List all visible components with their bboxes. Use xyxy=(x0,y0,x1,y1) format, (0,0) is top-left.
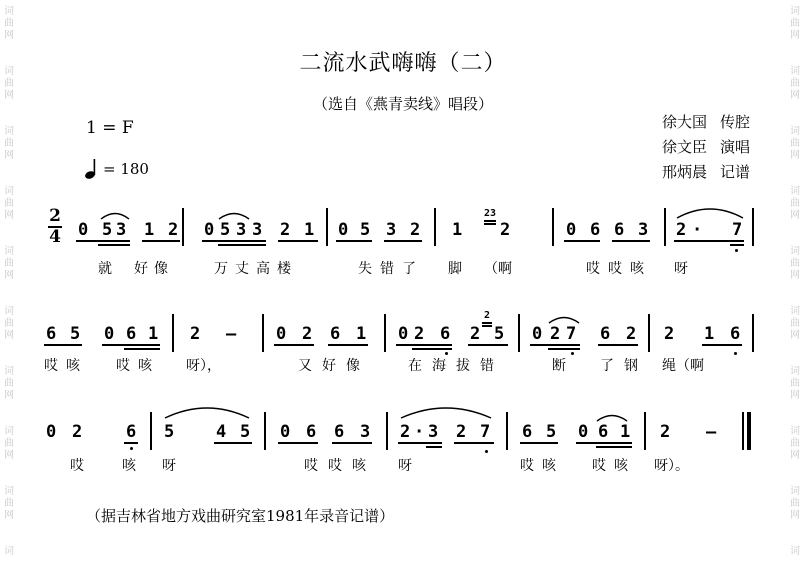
note: 2 xyxy=(664,324,675,344)
note: 0 xyxy=(204,220,215,240)
lyric: 哎咳 xyxy=(592,458,636,474)
underline xyxy=(412,348,452,350)
watermark-text: 词 曲 网 xyxy=(4,126,14,161)
note: 1 xyxy=(452,220,463,240)
underline xyxy=(484,220,496,222)
note: 6 xyxy=(440,324,451,344)
barline xyxy=(326,208,328,246)
lyric: 哎咳 xyxy=(44,358,88,374)
underline xyxy=(482,322,492,324)
underline xyxy=(202,240,266,242)
watermark-text: 词 曲 网 xyxy=(4,486,14,521)
watermark-text: 词 曲 网 xyxy=(790,246,800,281)
note: 5 xyxy=(164,422,175,442)
lyric: 脚 xyxy=(448,261,462,277)
underline xyxy=(468,344,508,346)
underline xyxy=(674,240,744,242)
underline xyxy=(102,344,160,346)
barline xyxy=(644,412,646,450)
note: 2 xyxy=(414,324,425,344)
lyric: 绳（啊 xyxy=(662,358,704,374)
slur xyxy=(218,210,250,220)
note: 6 xyxy=(614,220,625,240)
credit-role: 演唱 xyxy=(720,138,751,156)
note: 2 xyxy=(400,422,411,442)
barline xyxy=(264,412,266,450)
credits xyxy=(662,110,750,185)
note: 3 xyxy=(116,220,127,240)
barline xyxy=(182,208,184,246)
underline xyxy=(384,240,422,242)
lyric: 哎 xyxy=(70,458,84,474)
octave-dot-low xyxy=(571,352,574,355)
tempo-marking xyxy=(84,158,149,180)
note: 2 xyxy=(626,324,637,344)
barline xyxy=(262,314,264,352)
note-dot: · xyxy=(414,422,425,442)
lyric: 呀 xyxy=(674,261,688,277)
note: 6 xyxy=(46,324,57,344)
note: – xyxy=(226,324,237,344)
credit-line xyxy=(662,110,750,135)
note: 3 xyxy=(638,220,649,240)
note: 2 xyxy=(660,422,671,442)
underline xyxy=(98,244,130,246)
note: 6 xyxy=(126,422,137,442)
credit-name: 徐大国 xyxy=(662,113,708,131)
barline xyxy=(386,412,388,450)
note: 1 xyxy=(144,220,155,240)
underline xyxy=(612,240,650,242)
watermark-text: 词 曲 网 xyxy=(790,486,800,521)
underline xyxy=(76,240,130,242)
underline xyxy=(336,240,372,242)
note: 6 xyxy=(590,220,601,240)
underline xyxy=(278,240,318,242)
note: 5 xyxy=(240,422,251,442)
time-signature xyxy=(48,208,62,246)
underline xyxy=(218,244,266,246)
barline xyxy=(648,314,650,352)
page-subtitle: （选自《燕青卖线》唱段） xyxy=(312,95,493,113)
note: 4 xyxy=(216,422,227,442)
octave-dot-low xyxy=(734,352,737,355)
note: 5 xyxy=(220,220,231,240)
barline xyxy=(518,314,520,352)
credit-line xyxy=(662,160,750,185)
lyric: 哎哎咳 xyxy=(586,261,652,277)
underline xyxy=(702,344,742,346)
note: 0 xyxy=(578,422,589,442)
slur xyxy=(596,412,628,422)
underline xyxy=(332,442,372,444)
note: 2 xyxy=(500,220,511,240)
lyric: 哎咳 xyxy=(116,358,160,374)
underline xyxy=(484,223,496,225)
grace-note: 23 xyxy=(484,208,497,219)
watermark-text: 词 曲 网 xyxy=(4,426,14,461)
credit-line xyxy=(662,135,750,160)
watermark-text: 词 曲 网 xyxy=(4,246,14,281)
underline xyxy=(396,344,452,346)
note: 2 xyxy=(72,422,83,442)
lyric: 又好像 xyxy=(298,358,370,374)
barline xyxy=(150,412,152,450)
watermark-text: 词 曲 网 xyxy=(790,306,800,341)
octave-dot-low xyxy=(130,447,133,450)
credit-name: 邢炳晨 xyxy=(662,163,708,181)
note: 0 xyxy=(78,220,89,240)
note: 7 xyxy=(480,422,491,442)
slur xyxy=(676,206,744,220)
note: 3 xyxy=(428,422,439,442)
watermark-text: 词 曲 网 xyxy=(790,126,800,161)
barline xyxy=(752,314,754,352)
underline xyxy=(214,442,252,444)
credit-role: 传腔 xyxy=(720,113,751,131)
note: 5 xyxy=(546,422,557,442)
slur xyxy=(400,404,492,420)
note: 0 xyxy=(398,324,409,344)
octave-dot-low xyxy=(735,249,738,252)
underline xyxy=(482,325,492,327)
note: 1 xyxy=(304,220,315,240)
note: 1 xyxy=(704,324,715,344)
note: 1 xyxy=(620,422,631,442)
underline xyxy=(454,442,494,444)
underline xyxy=(142,240,180,242)
underline xyxy=(520,442,558,444)
credit-role: 记谱 xyxy=(720,163,751,181)
underline xyxy=(530,344,580,346)
lyric: 哎咳 xyxy=(520,458,564,474)
note: 3 xyxy=(252,220,263,240)
note: 5 xyxy=(102,220,113,240)
underline xyxy=(274,344,314,346)
underline xyxy=(576,442,632,444)
note: 6 xyxy=(126,324,137,344)
note: 0 xyxy=(338,220,349,240)
note: – xyxy=(706,422,717,442)
final-barline xyxy=(747,412,751,450)
lyric: 了钢 xyxy=(600,358,648,374)
note: 0 xyxy=(276,324,287,344)
watermark-text: 词 曲 网 xyxy=(4,6,14,41)
grace-note: 2 xyxy=(484,310,491,321)
note: 2 xyxy=(410,220,421,240)
lyric: 失错了 xyxy=(358,261,424,277)
source-note: （据吉林省地方戏曲研究室1981年录音记谱） xyxy=(86,507,395,525)
barline xyxy=(742,412,744,450)
lyric: 呀 xyxy=(398,458,412,474)
slur xyxy=(100,210,130,220)
note: 0 xyxy=(280,422,291,442)
lyric: 万丈高楼 xyxy=(214,261,298,277)
underline xyxy=(598,344,638,346)
barline xyxy=(384,314,386,352)
note: 6 xyxy=(730,324,741,344)
watermark-text: 词 曲 网 xyxy=(4,366,14,401)
slur xyxy=(164,404,250,420)
note: 2 xyxy=(550,324,561,344)
note: 6 xyxy=(306,422,317,442)
key-signature: 1 = F xyxy=(86,118,134,138)
watermark-text: 词 xyxy=(790,546,800,557)
note: 6 xyxy=(522,422,533,442)
note: 0 xyxy=(566,220,577,240)
note: 5 xyxy=(70,324,81,344)
note-dot: · xyxy=(692,220,703,240)
note: 3 xyxy=(236,220,247,240)
tempo-text: = 180 xyxy=(103,160,149,178)
watermark-text: 词 曲 网 xyxy=(790,6,800,41)
underline xyxy=(564,240,600,242)
note: 6 xyxy=(330,324,341,344)
lyric: 在海拔错 xyxy=(408,358,504,374)
underline xyxy=(426,446,442,448)
watermark-text: 词 曲 网 xyxy=(790,66,800,101)
note: 7 xyxy=(732,220,743,240)
time-signature-bottom: 4 xyxy=(49,227,61,247)
note: 0 xyxy=(46,422,57,442)
slur xyxy=(548,314,580,324)
note: 2 xyxy=(190,324,201,344)
note: 2 xyxy=(676,220,687,240)
watermark-text: 词 曲 网 xyxy=(4,186,14,221)
note: 2 xyxy=(302,324,313,344)
underline xyxy=(548,348,580,350)
lyric: 呀 xyxy=(162,458,176,474)
lyric: 呀）。 xyxy=(654,458,689,474)
barline xyxy=(752,208,754,246)
page-title: 二流水武嗨嗨（二） xyxy=(299,51,507,76)
barline xyxy=(506,412,508,450)
watermark-text: 词 曲 网 xyxy=(4,66,14,101)
lyric: 断 xyxy=(552,358,566,374)
note: 6 xyxy=(334,422,345,442)
underline xyxy=(124,442,138,444)
lyric: 好像 xyxy=(134,261,174,277)
watermark-text: 词 xyxy=(4,546,14,557)
underline xyxy=(596,446,632,448)
time-signature-top: 2 xyxy=(49,206,61,226)
lyric: 哎哎咳 xyxy=(304,458,376,474)
note: 5 xyxy=(494,324,505,344)
note: 0 xyxy=(104,324,115,344)
note: 1 xyxy=(356,324,367,344)
barline xyxy=(434,208,436,246)
note: 0 xyxy=(532,324,543,344)
octave-dot-low xyxy=(485,450,488,453)
note: 7 xyxy=(566,324,577,344)
note: 3 xyxy=(386,220,397,240)
underline xyxy=(124,348,160,350)
barline xyxy=(552,208,554,246)
note: 6 xyxy=(600,324,611,344)
lyric: 咳 xyxy=(122,458,136,474)
note: 2 xyxy=(168,220,179,240)
underline xyxy=(328,344,368,346)
note: 2 xyxy=(456,422,467,442)
watermark-text: 词 曲 网 xyxy=(790,426,800,461)
underline xyxy=(398,442,442,444)
lyric: 呀）， xyxy=(186,358,221,374)
note: 2 xyxy=(470,324,481,344)
note: 2 xyxy=(280,220,291,240)
underline xyxy=(44,344,82,346)
underline xyxy=(730,244,744,246)
quarter-note-icon xyxy=(84,158,100,180)
underline xyxy=(278,442,318,444)
watermark-text: 词 曲 网 xyxy=(790,366,800,401)
watermark-text: 词 曲 网 xyxy=(790,186,800,221)
note: 3 xyxy=(360,422,371,442)
note: 5 xyxy=(360,220,371,240)
note: 1 xyxy=(148,324,159,344)
barline xyxy=(172,314,174,352)
credit-name: 徐文臣 xyxy=(662,138,708,156)
barline xyxy=(664,208,666,246)
note: 6 xyxy=(598,422,609,442)
watermark-text: 词 曲 网 xyxy=(4,306,14,341)
lyric: （啊 xyxy=(484,261,512,277)
lyric: 就 xyxy=(98,261,112,277)
